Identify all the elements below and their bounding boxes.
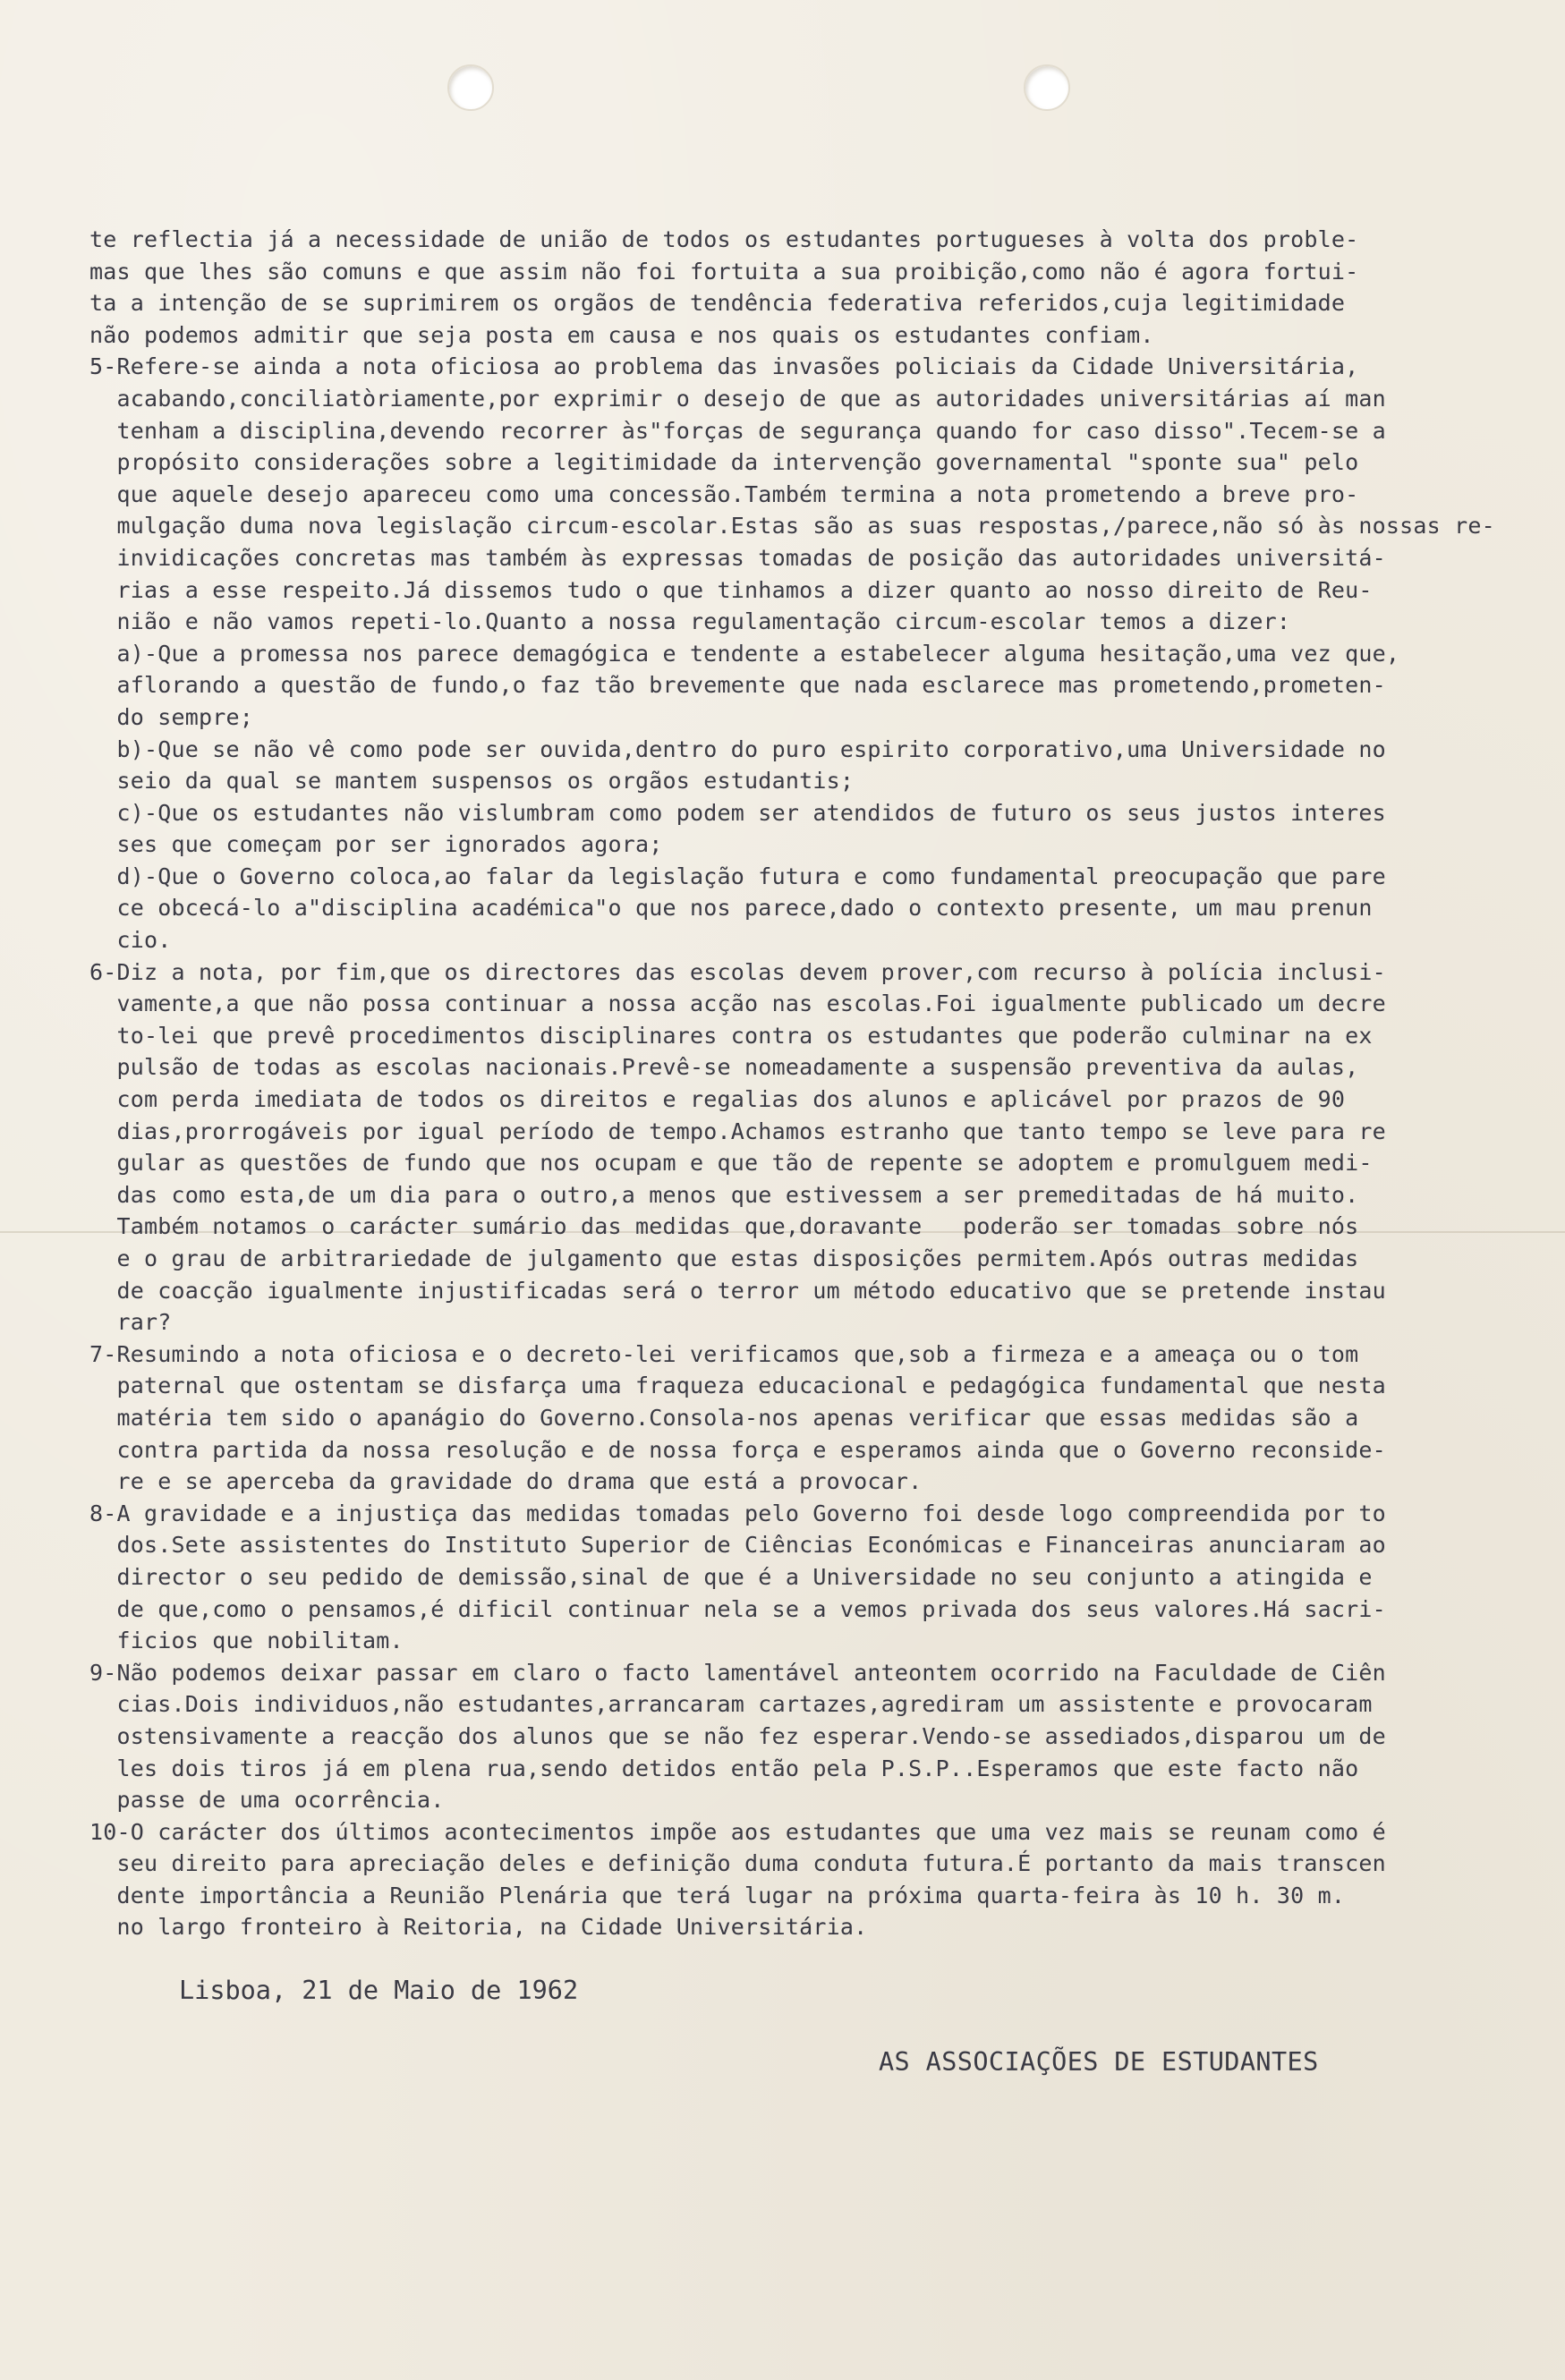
text-line: seu direito para apreciação deles e definição duma conduta futura.É portanto da mais transcen bbox=[89, 1850, 1386, 1877]
text-line: das como esta,de um dia para o outro,a menos que estivessem a ser premeditadas de há muito. bbox=[89, 1181, 1359, 1208]
text-line: que aquele desejo apareceu como uma concessão.Também termina a nota prometendo a breve pro- bbox=[89, 480, 1359, 507]
text-line: e o grau de arbitrariedade de julgamento que estas disposições permitem.Após outras medidas bbox=[89, 1245, 1359, 1271]
text-line: mas que lhes são comuns e que assim não foi fortuita a sua proibição,como não é agora fortui- bbox=[89, 258, 1359, 285]
text-line: te reflectia já a necessidade de união de todos os estudantes portugueses à volta dos proble- bbox=[89, 226, 1359, 252]
text-line: pulsão de todas as escolas nacionais.Prevê-se nomeadamente a suspensão preventiva da aulas, bbox=[89, 1054, 1359, 1081]
text-line: contra partida da nossa resolução e de nossa força e esperamos ainda que o Governo reconside- bbox=[89, 1436, 1386, 1463]
text-line: les dois tiros já em plena rua,sendo detidos então pela P.S.P..Esperamos que este facto não bbox=[89, 1755, 1359, 1781]
text-line: c)-Que os estudantes não vislumbram como podem ser atendidos de futuro os seus justos interes bbox=[89, 799, 1386, 826]
text-line: 8-A gravidade e a injustiça das medidas tomadas pelo Governo foi desde logo compreendida por to bbox=[89, 1500, 1386, 1526]
punch-hole-right bbox=[1024, 64, 1070, 111]
text-line: 10-O carácter dos últimos acontecimentos impõe aos estudantes que uma vez mais se reunam como é bbox=[89, 1818, 1386, 1845]
text-line: gular as questões de fundo que nos ocupam e que tão de repente se adoptem e promulguem medi- bbox=[89, 1150, 1373, 1177]
text-line: ce obcecá-lo a"disciplina académica"o que nos parece,dado o contexto presente, um mau prenun bbox=[89, 895, 1373, 922]
text-line: propósito considerações sobre a legitimidade da intervenção governamental "sponte sua" pelo bbox=[89, 449, 1359, 476]
text-line: do sempre; bbox=[89, 703, 254, 730]
text-line: ficios que nobilitam. bbox=[89, 1628, 404, 1654]
text-line: vamente,a que não possa continuar a nossa acção nas escolas.Foi igualmente publicado um decre bbox=[89, 990, 1386, 1017]
text-line: director o seu pedido de demissão,sinal de que é a Universidade no seu conjunto a atingida e bbox=[89, 1563, 1373, 1590]
date-line: Lisboa, 21 de Maio de 1962 bbox=[179, 1976, 579, 2005]
text-line: 6-Diz a nota, por fim,que os directores das escolas devem prover,com recurso à polícia inclusi- bbox=[89, 958, 1386, 985]
text-line: ses que começam por ser ignorados agora; bbox=[89, 831, 663, 858]
text-line: nião e não vamos repeti-lo.Quanto a nossa regulamentação circum-escolar temos a dizer: bbox=[89, 608, 1291, 635]
text-line: passe de uma ocorrência. bbox=[89, 1787, 445, 1814]
text-line: com perda imediata de todos os direitos e regalias dos alunos e aplicável por prazos de 90 bbox=[89, 1086, 1346, 1113]
text-line: re e se aperceba da gravidade do drama que está a provocar. bbox=[89, 1468, 923, 1495]
text-line: a)-Que a promessa nos parece demagógica e tendente a estabelecer alguma hesitação,uma vez que, bbox=[89, 640, 1400, 667]
text-line: acabando,conciliatòriamente,por exprimir o desejo de que as autoridades universitárias aí man bbox=[89, 385, 1386, 412]
text-line: 9-Não podemos deixar passar em claro o facto lamentável anteontem ocorrido na Faculdade de Ciên bbox=[89, 1659, 1386, 1686]
signature: AS ASSOCIAÇÕES DE ESTUDANTES bbox=[879, 2047, 1319, 2077]
text-line: dente importância a Reunião Plenária que terá lugar na próxima quarta-feira às 10 h. 30 m. bbox=[89, 1882, 1346, 1908]
text-line: cias.Dois individuos,não estudantes,arrancaram cartazes,agrediram um assistente e provocaram bbox=[89, 1691, 1373, 1718]
text-line: aflorando a questão de fundo,o faz tão brevemente que nada esclarece mas prometendo,prometen- bbox=[89, 672, 1386, 699]
text-line: ostensivamente a reacção dos alunos que se não fez esperar.Vendo-se assediados,disparou um de bbox=[89, 1722, 1386, 1749]
text-line: invidicações concretas mas também às expressas tomadas de posição das autoridades universitá- bbox=[89, 544, 1386, 571]
text-line: ta a intenção de se suprimirem os orgãos de tendência federativa referidos,cuja legitimidade bbox=[89, 290, 1346, 317]
text-line: seio da qual se mantem suspensos os orgãos estudantis; bbox=[89, 768, 855, 795]
text-line: cio. bbox=[89, 927, 172, 954]
punch-hole-left bbox=[447, 64, 494, 111]
text-line: 7-Resumindo a nota oficiosa e o decreto-lei verificamos que,sob a firmeza e a ameaça ou o tom bbox=[89, 1340, 1359, 1367]
text-line: Também notamos o carácter sumário das medidas que,doravante poderão ser tomadas sobre nós bbox=[89, 1213, 1359, 1240]
text-line: dos.Sete assistentes do Instituto Superior de Ciências Económicas e Financeiras anunciaram ao bbox=[89, 1532, 1386, 1559]
text-line: tenham a disciplina,devendo recorrer às"forças de segurança quando for caso disso".Tecem-se a bbox=[89, 417, 1386, 444]
text-line: rias a esse respeito.Já dissemos tudo o que tinhamos a dizer quanto ao nosso direito de Reu- bbox=[89, 576, 1373, 603]
text-line: de que,como o pensamos,é dificil continuar nela se a vemos privada dos seus valores.Há sacri- bbox=[89, 1595, 1386, 1622]
text-line: matéria tem sido o apanágio do Governo.Consola-nos apenas verificar que essas medidas são a bbox=[89, 1404, 1359, 1431]
text-line: não podemos admitir que seja posta em causa e nos quais os estudantes confiam. bbox=[89, 321, 1154, 348]
text-line: rar? bbox=[89, 1309, 172, 1336]
text-line: no largo fronteiro à Reitoria, na Cidade Universitária. bbox=[89, 1914, 868, 1941]
text-line: d)-Que o Governo coloca,ao falar da legislação futura e como fundamental preocupação que pare bbox=[89, 863, 1386, 889]
text-line: paternal que ostentam se disfarça uma fraqueza educacional e pedagógica fundamental que nesta bbox=[89, 1373, 1386, 1399]
text-line: dias,prorrogáveis por igual período de tempo.Achamos estranho que tanto tempo se leve para re bbox=[89, 1118, 1386, 1144]
text-line: de coacção igualmente injustificadas será o terror um método educativo que se pretende instau bbox=[89, 1277, 1386, 1304]
typed-body-text bbox=[89, 224, 1495, 1943]
text-line: to-lei que prevê procedimentos disciplinares contra os estudantes que poderão culminar na ex bbox=[89, 1022, 1373, 1049]
text-line: mulgação duma nova legislação circum-escolar.Estas são as suas respostas,/parece,não só às nossas re- bbox=[89, 513, 1495, 540]
text-line: b)-Que se não vê como pode ser ouvida,dentro do puro espirito corporativo,uma Universidade no bbox=[89, 735, 1386, 762]
text-line: 5-Refere-se ainda a nota oficiosa ao problema das invasões policiais da Cidade Universitária, bbox=[89, 353, 1359, 380]
